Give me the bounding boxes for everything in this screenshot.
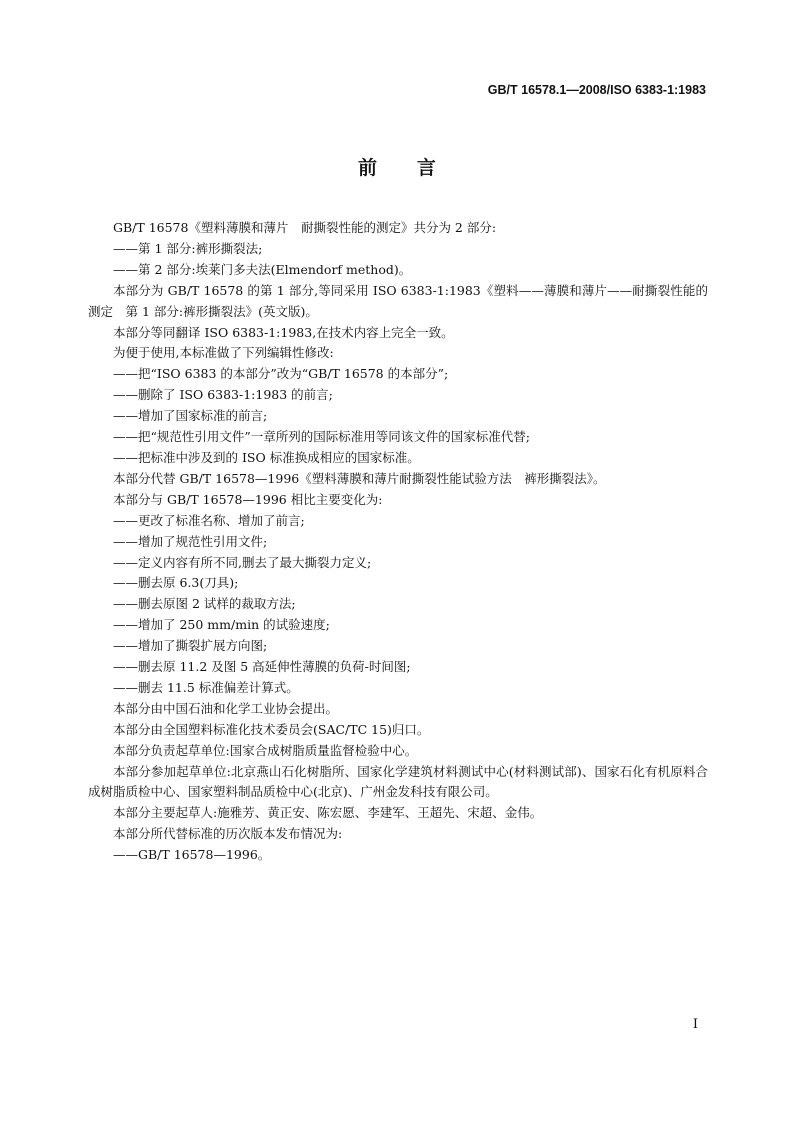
list-item-edit5: ——把标准中涉及到的 ISO 标准换成相应的国家标准。 [113,449,420,465]
standard-code-header: GB/T 16578.1—2008/ISO 6383-1:1983 [487,83,706,97]
paragraph-centralized-by: 本部分由全国塑料标准化技术委员会(SAC/TC 15)归口。 [113,721,430,737]
list-item-change9: ——删去 11.5 标准偏差计算式。 [113,679,299,695]
paragraph-history-intro: 本部分所代替标准的历次版本发布情况为: [113,826,343,842]
list-item-history1: ——GB/T 16578—1996。 [113,847,271,863]
list-item-change2: ——增加了规范性引用文件; [113,533,268,549]
paragraph-participating-drafters: 本部分参加起草单位:北京燕山石化树脂所、国家化学建筑材料测试中心(材料测试部)、国家石化有机原料合成树脂质检中心、国家塑料制品质检中心(北京)、广州金发科技有限公司。 [88,763,708,800]
list-item-change8: ——删去原 11.2 及图 5 高延伸性薄膜的负荷-时间图; [113,659,411,675]
list-item-change3: ——定义内容有所不同,删去了最大撕裂力定义; [113,554,372,570]
paragraph-replaces: 本部分代替 GB/T 16578—1996《塑料薄膜和薄片耐撕裂性能试验方法 裤形撕裂法》。 [113,470,606,486]
list-item-change6: ——增加了 250 mm/min 的试验速度; [113,617,330,633]
foreword-body [88,218,708,866]
paragraph-main-drafters: 本部分主要起草人:施雅芳、黄正安、陈宏愿、李建军、王超先、宋超、金伟。 [113,805,543,821]
page-title: 前言 [358,157,476,179]
list-item-change7: ——增加了撕裂扩展方向图; [113,638,268,654]
paragraph-adoption: 本部分为 GB/T 16578 的第 1 部分,等同采用 ISO 6383-1:1983《塑料——薄膜和薄片——耐撕裂性能的测定 第 1 部分:裤形撕裂法》(英文版)。 [88,282,708,319]
paragraph-intro: GB/T 16578《塑料薄膜和薄片 耐撕裂性能的测定》共分为 2 部分: [113,220,497,235]
list-item-edit1: ——把“ISO 6383 的本部分”改为“GB/T 16578 的本部分”; [113,366,449,382]
list-item-edit3: ——增加了国家标准的前言; [113,408,268,424]
list-item-edit4: ——把“规范性引用文件”一章所列的国际标准用等同该文件的国家标准代替; [113,429,530,445]
list-item-part2: ——第 2 部分:埃莱门多夫法(Elmendorf method)。 [113,261,412,277]
list-item-edit2: ——删除了 ISO 6383-1:1983 的前言; [113,387,333,403]
paragraph-translation: 本部分等同翻译 ISO 6383-1:1983,在技术内容上完全一致。 [113,324,454,340]
list-item-change1: ——更改了标准名称、增加了前言; [113,512,305,528]
page-number: I [692,1017,698,1032]
paragraph-changes-intro: 本部分与 GB/T 16578—1996 相比主要变化为: [113,491,383,507]
list-item-part1: ——第 1 部分:裤形撕裂法; [113,240,263,256]
paragraph-proposed-by: 本部分由中国石油和化学工业协会提出。 [113,700,339,716]
list-item-change5: ——删去原图 2 试样的裁取方法; [113,596,296,612]
paragraph-responsible-drafter: 本部分负责起草单位:国家合成树脂质量监督检验中心。 [113,742,418,758]
list-item-change4: ——删去原 6.3(刀具); [113,575,239,591]
paragraph-editorial-intro: 为便于使用,本标准做了下列编辑性修改: [113,345,334,361]
